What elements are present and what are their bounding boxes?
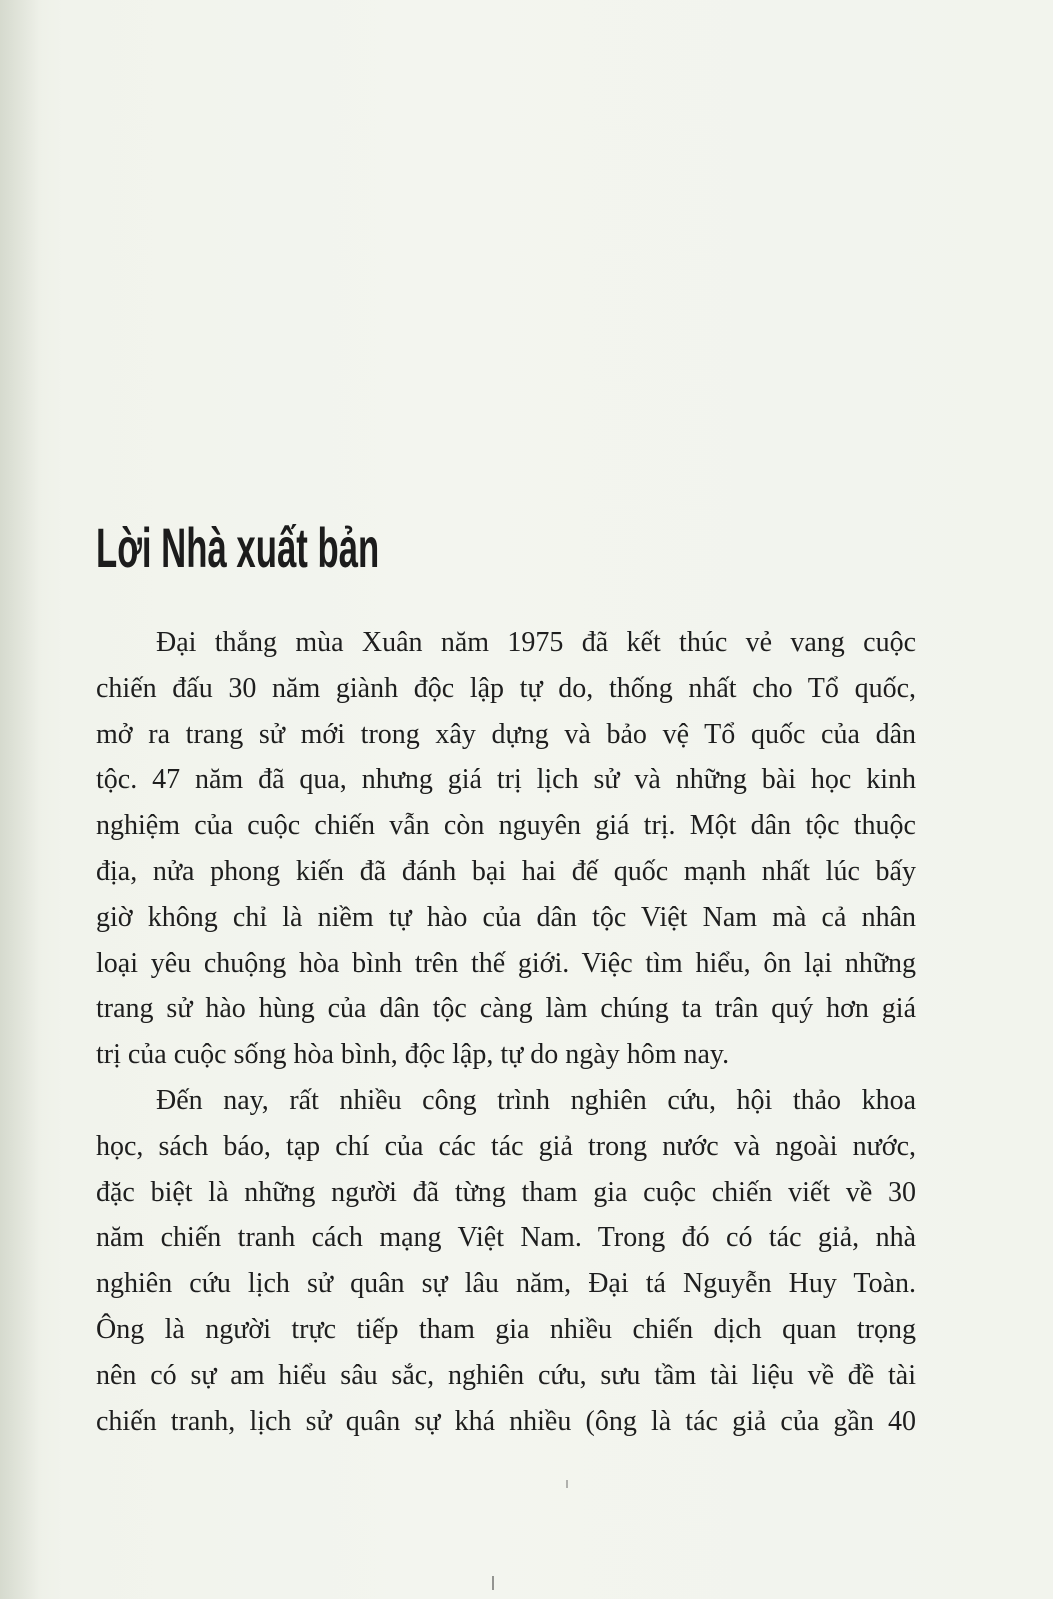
text-line: nghiệm của cuộc chiến vẫn còn nguyên giá trị. Một dân tộc thuộc (96, 810, 916, 842)
text-line: chiến đấu 30 năm giành độc lập tự do, thống nhất cho Tổ quốc, (96, 672, 916, 704)
text-line: nghiên cứu lịch sử quân sự lâu năm, Đại tá Nguyễn Huy Toàn. (96, 1268, 916, 1300)
text-line: trang sử hào hùng của dân tộc càng làm chúng ta trân quý hơn giá (96, 993, 916, 1025)
text-line: nên có sự am hiểu sâu sắc, nghiên cứu, sưu tầm tài liệu về đề tài (96, 1359, 916, 1391)
text-line: giờ không chỉ là niềm tự hào của dân tộc Việt Nam mà cả nhân (96, 901, 916, 933)
page-title: Lời Nhà xuất bản (96, 516, 380, 579)
text-line: đặc biệt là những người đã từng tham gia cuộc chiến viết về 30 (96, 1176, 916, 1208)
text-line: tộc. 47 năm đã qua, nhưng giá trị lịch sử và những bài học kinh (96, 764, 916, 796)
body-text (96, 620, 916, 1444)
paragraph-2 (96, 1078, 916, 1444)
text-line: năm chiến tranh cách mạng Việt Nam. Trong đó có tác giả, nhà (96, 1222, 916, 1254)
gutter-shadow (0, 0, 40, 1599)
text-line: địa, nửa phong kiến đã đánh bại hai đế quốc mạnh nhất lúc bấy (96, 855, 916, 887)
text-line: loại yêu chuộng hòa bình trên thế giới. Việc tìm hiểu, ôn lại những (96, 947, 916, 979)
text-line: Đến nay, rất nhiều công trình nghiên cứu, hội thảo khoa (156, 1084, 916, 1116)
print-speck (566, 1480, 568, 1488)
paragraph-1 (96, 620, 916, 1078)
text-line: chiến tranh, lịch sử quân sự khá nhiều (ông là tác giả của gần 40 (96, 1405, 916, 1437)
text-line: Ông là người trực tiếp tham gia nhiều chiến dịch quan trọng (96, 1313, 916, 1345)
text-line: học, sách báo, tạp chí của các tác giả trong nước và ngoài nước, (96, 1130, 916, 1162)
print-speck (492, 1576, 494, 1590)
text-line: trị của cuộc sống hòa bình, độc lập, tự do ngày hôm nay. (96, 1039, 730, 1071)
text-line: Đại thắng mùa Xuân năm 1975 đã kết thúc vẻ vang cuộc (156, 627, 916, 658)
text-line: mở ra trang sử mới trong xây dựng và bảo vệ Tổ quốc của dân (96, 718, 916, 750)
